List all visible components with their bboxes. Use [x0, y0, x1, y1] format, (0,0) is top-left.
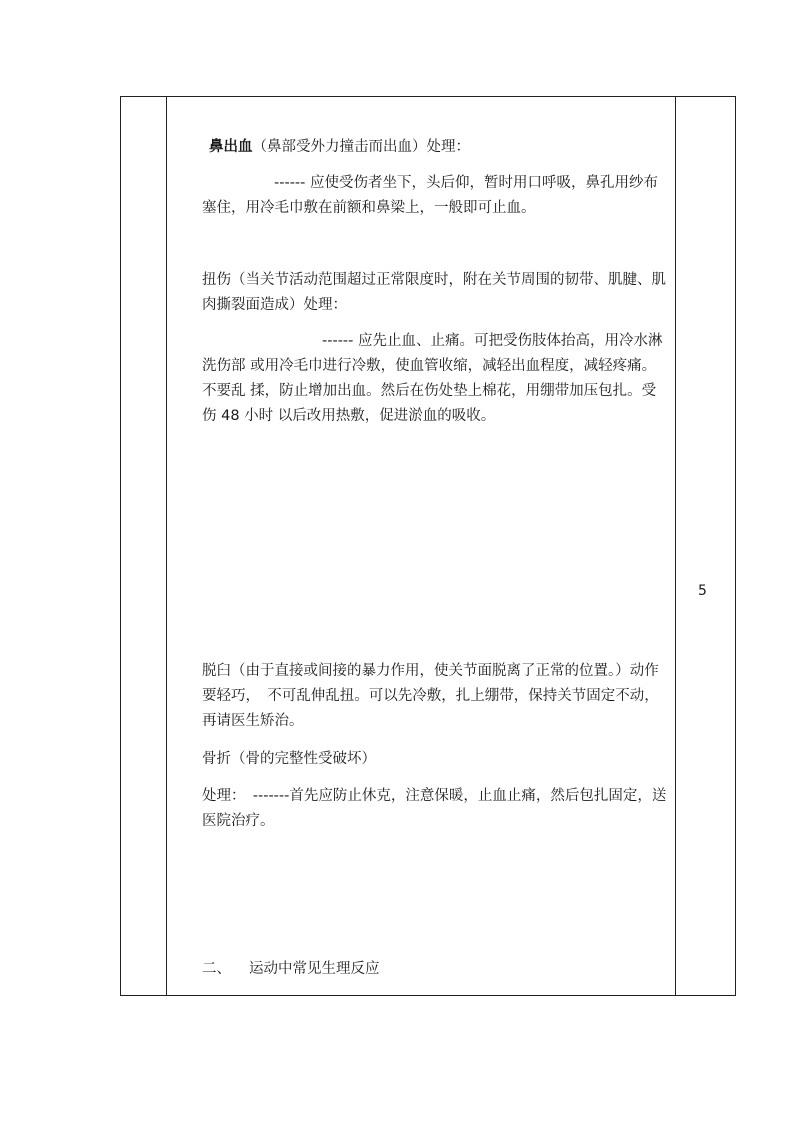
nosebleed-heading — [209, 137, 470, 157]
table-column-divider-2 — [675, 96, 676, 996]
section-2-number: 二、 — [202, 961, 231, 977]
table-left-border — [120, 96, 121, 996]
nosebleed-treatment: ------ 应使受伤者坐下，头后仰，暂时用口呼吸，鼻孔用纱布塞住，用冷毛巾敷在前额和鼻梁上，一般即可止血。 — [202, 175, 658, 216]
fracture-heading: 骨折（骨的完整性受破坏） — [202, 751, 376, 767]
page-number: 5 — [698, 583, 707, 599]
table-column-divider-1 — [166, 96, 167, 996]
dislocation-paragraph: 脱臼（由于直接或间接的暴力作用，使关节面脱离了正常的位置。）动作要轻巧， 不可乱伸乱扭。可以先冷敷，扎上绷带，保持关节固定不动，再请医生矫治。 — [202, 663, 659, 729]
section-2-title: 运动中常见生理反应 — [249, 961, 380, 977]
sprain-treatment: ------ 应先止血、止痛。可把受伤肢体抬高，用冷水淋洗伤部 或用冷毛巾进行冷敷，使血管收缩，减轻出血程度，减轻疼痛。不要乱 揉，防止增加出血。然后在伤处垫上棉花，用绷带加压包扎。受伤 48 小时 以后改用热敷，促进淤血的吸收。 — [202, 333, 663, 424]
nosebleed-note: （鼻部受外力撞击而出血）处理： — [252, 139, 470, 155]
table-right-border — [735, 96, 736, 996]
table-bottom-border — [120, 995, 736, 996]
section-2-heading — [202, 959, 380, 979]
sprain-heading: 扭伤（当关节活动范围超过正常限度时，附在关节周围的韧带、肌腱、肌肉撕裂面造成）处理： — [202, 272, 666, 313]
table-top-border — [120, 96, 736, 97]
fracture-treatment: 处理： -------首先应防止休克，注意保暖，止血止痛，然后包扎固定，送医院治疗。 — [202, 788, 667, 829]
nosebleed-title: 鼻出血 — [209, 139, 253, 155]
